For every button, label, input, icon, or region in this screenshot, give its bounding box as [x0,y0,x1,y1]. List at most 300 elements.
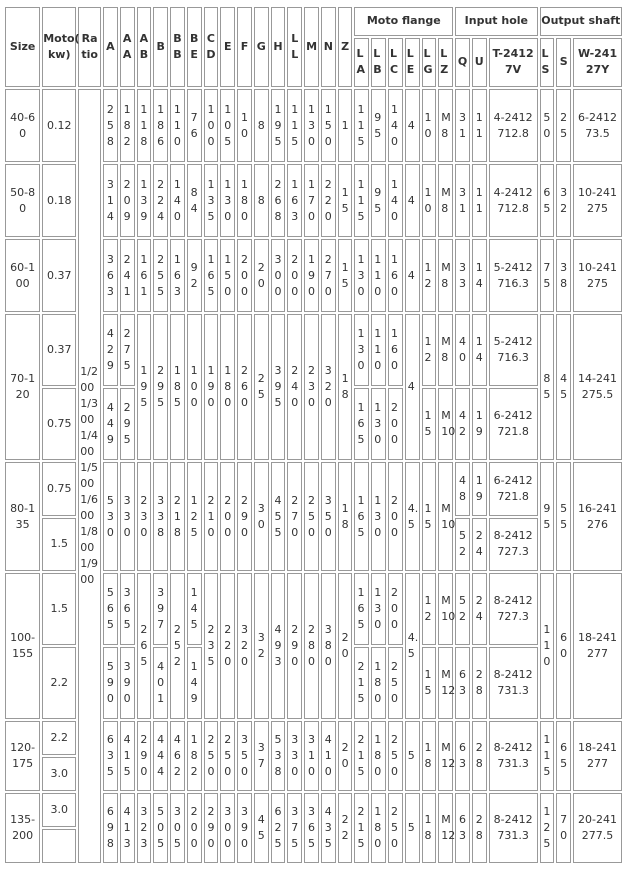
cell-A: 2 5 8 [103,89,118,162]
cell-M: 2 5 0 [304,462,319,571]
cell-N: 3 5 0 [321,462,336,571]
cell-T: 8-2412 727.3 [489,518,538,571]
cell-CD: 2 3 5 [204,573,219,719]
cell-BE: 1 8 2 [187,721,202,791]
cell-LB: 1 8 0 [371,721,386,791]
cell-AA: 1 8 2 [120,89,135,162]
cell-L: 1 1 5 [287,89,302,162]
cell-W: 18-241 277 [573,573,622,719]
cell-B: 4 0 1 [153,647,168,719]
cell-E: 1 0 5 [220,89,235,162]
header-LB: L B [371,38,386,87]
cell-E: 1 3 0 [220,164,235,237]
cell-LG: 1 2 [422,314,437,386]
cell-LB: 1 8 0 [371,793,386,863]
cell-S: 2 5 [556,89,571,162]
cell-AA: 3 6 5 [120,573,135,645]
header-LA: L A [354,38,369,87]
cell-LG: 1 5 [422,388,437,460]
cell-B: 1 8 6 [153,89,168,162]
cell-LA: 1 6 5 [354,573,369,645]
cell-B: 2 5 5 [153,239,168,312]
header-A: A [103,7,118,87]
cell-LC: 1 6 0 [388,314,403,386]
motor-cell: 2.2 [42,647,76,719]
cell-F: 2 9 0 [237,462,252,571]
cell-T: 8-2412 731.3 [489,647,538,719]
header-W: W-241 27Y [573,38,622,87]
cell-Z: 1 8 [338,462,353,571]
cell-LS: 7 5 [540,239,555,312]
size-cell: 135- 200 [5,793,40,863]
cell-H: 3 9 5 [271,314,286,460]
cell-N: 2 2 0 [321,164,336,237]
cell-U: 2 8 [472,793,487,863]
cell-B: 5 0 5 [153,793,168,863]
cell-CD: 1 9 0 [204,314,219,460]
cell-AA: 2 9 5 [120,388,135,460]
cell-N: 3 8 0 [321,573,336,719]
cell-U: 1 1 [472,89,487,162]
cell-B: 3 3 8 [153,462,168,571]
cell-LG: 1 5 [422,647,437,719]
cell-AA: 2 7 5 [120,314,135,386]
cell-BE: 8 4 [187,164,202,237]
header-F: F [237,7,252,87]
cell-H: 3 0 0 [271,239,286,312]
cell-LA: 1 3 0 [354,314,369,386]
cell-Q: 5 2 [455,518,470,571]
size-cell: 70-1 20 [5,314,40,460]
cell-U: 1 1 [472,164,487,237]
header-output-shaft: Output shaft [540,7,622,36]
cell-G: 2 5 [254,314,269,460]
ratio-cell: 1/2 00 1/3 00 1/4 00 1/5 00 1/6 00 1/8 00 1/9 00 [78,89,101,863]
motor-cell: 1.5 [42,573,76,645]
header-U: U [472,38,487,87]
cell-B: 4 4 4 [153,721,168,791]
cell-LG: 1 2 [422,239,437,312]
cell-CD: 1 3 5 [204,164,219,237]
cell-CD: 2 5 0 [204,721,219,791]
cell-AA: 2 0 9 [120,164,135,237]
header-E: E [220,7,235,87]
cell-LE: 5 [405,721,420,791]
header-size: Size [5,7,40,87]
cell-LB: 1 3 0 [371,388,386,460]
cell-T: 8-2412 731.3 [489,793,538,863]
cell-G: 3 0 [254,462,269,571]
motor-cell: 1.5 [42,518,76,571]
cell-U: 2 4 [472,518,487,571]
cell-LE: 4 [405,89,420,162]
cell-B: 2 2 4 [153,164,168,237]
header-M: M [304,7,319,87]
cell-LS: 5 0 [540,89,555,162]
motor-cell [42,829,76,863]
cell-A: 5 9 0 [103,647,118,719]
motor-cell: 0.75 [42,388,76,460]
cell-LA: 1 3 0 [354,239,369,312]
cell-LC: 2 5 0 [388,721,403,791]
cell-Z: 1 5 [338,164,353,237]
cell-T: 5-2412 716.3 [489,239,538,312]
cell-H: 4 5 5 [271,462,286,571]
cell-LZ: M 12 [438,721,453,791]
cell-LC: 1 6 0 [388,239,403,312]
size-cell: 100- 155 [5,573,40,719]
header-AA: A A [120,7,135,87]
header-L: L L [287,7,302,87]
cell-A: 6 3 5 [103,721,118,791]
cell-M: 2 3 0 [304,314,319,460]
cell-W: 6-2412 73.5 [573,89,622,162]
cell-LC: 2 0 0 [388,462,403,571]
cell-S: 6 0 [556,573,571,719]
cell-Q: 6 3 [455,647,470,719]
cell-LC: 2 5 0 [388,647,403,719]
cell-S: 6 5 [556,721,571,791]
cell-S: 3 8 [556,239,571,312]
cell-F: 2 0 0 [237,239,252,312]
cell-LA: 1 6 5 [354,462,369,571]
cell-E: 3 0 0 [220,793,235,863]
size-cell: 120- 175 [5,721,40,791]
cell-H: 5 3 8 [271,721,286,791]
cell-AB: 1 9 5 [137,314,152,460]
cell-LA: 2 1 5 [354,793,369,863]
header-motor: Moto( kw) [42,7,76,87]
cell-Q: 6 3 [455,793,470,863]
cell-M: 1 7 0 [304,164,319,237]
cell-AB: 1 3 9 [137,164,152,237]
cell-BE: 1 4 5 [187,573,202,645]
cell-M: 1 3 0 [304,89,319,162]
cell-N: 2 7 0 [321,239,336,312]
cell-LE: 4. 5 [405,462,420,571]
cell-AB: 2 9 0 [137,721,152,791]
cell-AA: 3 3 0 [120,462,135,571]
cell-A: 5 6 5 [103,573,118,645]
motor-cell: 2.2 [42,721,76,755]
cell-W: 18-241 277 [573,721,622,791]
cell-E: 2 0 0 [220,462,235,571]
cell-L: 2 4 0 [287,314,302,460]
cell-M: 3 6 5 [304,793,319,863]
cell-L: 2 7 0 [287,462,302,571]
header-row-top [5,7,622,36]
cell-LC: 2 0 0 [388,573,403,645]
table-body [5,7,622,863]
cell-LZ: M 10 [438,388,453,460]
cell-CD: 1 0 0 [204,89,219,162]
size-cell: 80-1 35 [5,462,40,571]
cell-S: 3 2 [556,164,571,237]
cell-N: 1 5 0 [321,89,336,162]
cell-Q: 4 8 [455,462,470,515]
header-Q: Q [455,38,470,87]
cell-T: 6-2412 721.8 [489,388,538,460]
cell-M: 1 9 0 [304,239,319,312]
cell-AB: 2 6 5 [137,573,152,719]
cell-LZ: M 10 [438,462,453,571]
cell-U: 2 8 [472,647,487,719]
cell-Q: 5 2 [455,573,470,645]
cell-W: 10-241 275 [573,164,622,237]
cell-LG: 1 0 [422,164,437,237]
cell-E: 1 5 0 [220,239,235,312]
cell-U: 1 9 [472,462,487,515]
cell-BE: 1 2 5 [187,462,202,571]
cell-L: 1 6 3 [287,164,302,237]
cell-AB: 3 2 3 [137,793,152,863]
motor-cell: 3.0 [42,793,76,827]
cell-U: 2 4 [472,573,487,645]
cell-B: 3 9 7 [153,573,168,645]
header-LZ: L Z [438,38,453,87]
cell-BE: 9 2 [187,239,202,312]
cell-A: 3 1 4 [103,164,118,237]
header-G: G [254,7,269,87]
header-BE: B E [187,7,202,87]
cell-LZ: M 8 [438,89,453,162]
cell-BB: 2 1 8 [170,462,185,571]
table-row [5,89,622,162]
cell-LA: 2 1 5 [354,721,369,791]
cell-G: 8 [254,164,269,237]
motor-cell: 3.0 [42,757,76,791]
header-LE: L E [405,38,420,87]
cell-LZ: M 12 [438,647,453,719]
cell-LB: 1 3 0 [371,573,386,645]
cell-LE: 4 [405,164,420,237]
cell-U: 1 9 [472,388,487,460]
cell-G: 4 5 [254,793,269,863]
cell-A: 5 3 0 [103,462,118,571]
cell-BB: 1 8 5 [170,314,185,460]
cell-F: 3 9 0 [237,793,252,863]
cell-T: 5-2412 716.3 [489,314,538,386]
cell-Q: 3 1 [455,164,470,237]
cell-E: 2 2 0 [220,573,235,719]
cell-Z: 1 [338,89,353,162]
cell-T: 8-2412 731.3 [489,721,538,791]
cell-B: 2 9 5 [153,314,168,460]
cell-W: 16-241 276 [573,462,622,571]
cell-S: 5 5 [556,462,571,571]
cell-LB: 1 3 0 [371,462,386,571]
cell-Z: 2 2 [338,793,353,863]
cell-Q: 6 3 [455,721,470,791]
cell-LZ: M 10 [438,573,453,645]
cell-LB: 1 1 0 [371,314,386,386]
header-H: H [271,7,286,87]
dimension-table [3,5,624,865]
cell-T: 4-2412 712.8 [489,89,538,162]
cell-S: 7 0 [556,793,571,863]
cell-LE: 5 [405,793,420,863]
cell-E: 2 5 0 [220,721,235,791]
header-LS: L S [540,38,555,87]
header-LG: L G [422,38,437,87]
cell-LG: 1 8 [422,721,437,791]
motor-cell: 0.12 [42,89,76,162]
header-N: N [321,7,336,87]
cell-LE: 4. 5 [405,573,420,719]
cell-BB: 1 6 3 [170,239,185,312]
cell-Z: 2 0 [338,573,353,719]
cell-E: 1 8 0 [220,314,235,460]
cell-LA: 1 1 5 [354,164,369,237]
cell-LA: 2 1 5 [354,647,369,719]
cell-N: 3 2 0 [321,314,336,460]
cell-LS: 1 2 5 [540,793,555,863]
cell-M: 3 1 0 [304,721,319,791]
size-cell: 60-1 00 [5,239,40,312]
cell-W: 10-241 275 [573,239,622,312]
cell-L: 2 0 0 [287,239,302,312]
cell-U: 1 4 [472,239,487,312]
cell-LG: 1 5 [422,462,437,571]
cell-H: 6 2 5 [271,793,286,863]
cell-BB: 1 4 0 [170,164,185,237]
cell-H: 2 6 8 [271,164,286,237]
cell-W: 20-241 277.5 [573,793,622,863]
cell-BB: 2 5 2 [170,573,185,719]
cell-LS: 9 5 [540,462,555,571]
header-moto-flange: Moto flange [354,7,453,36]
cell-BB: 3 0 5 [170,793,185,863]
header-LC: L C [388,38,403,87]
cell-Q: 3 3 [455,239,470,312]
cell-LG: 1 8 [422,793,437,863]
cell-F: 3 5 0 [237,721,252,791]
cell-N: 4 1 0 [321,721,336,791]
cell-LZ: M 8 [438,164,453,237]
cell-A: 4 2 9 [103,314,118,386]
cell-AB: 2 3 0 [137,462,152,571]
cell-LZ: M 12 [438,793,453,863]
cell-AA: 2 4 1 [120,239,135,312]
cell-N: 4 3 5 [321,793,336,863]
cell-A: 3 6 3 [103,239,118,312]
cell-G: 3 2 [254,573,269,719]
cell-F: 1 0 [237,89,252,162]
header-Z: Z [338,7,353,87]
cell-G: 2 0 [254,239,269,312]
cell-Z: 2 0 [338,721,353,791]
cell-LE: 4 [405,314,420,460]
cell-AA: 4 1 5 [120,721,135,791]
cell-Q: 3 1 [455,89,470,162]
cell-A: 6 9 8 [103,793,118,863]
motor-cell: 0.75 [42,462,76,515]
motor-cell: 0.18 [42,164,76,237]
cell-LS: 6 5 [540,164,555,237]
cell-LB: 9 5 [371,89,386,162]
motor-cell: 0.37 [42,239,76,312]
cell-CD: 1 6 5 [204,239,219,312]
cell-L: 2 9 0 [287,573,302,719]
cell-LB: 1 8 0 [371,647,386,719]
cell-G: 3 7 [254,721,269,791]
cell-S: 4 5 [556,314,571,460]
cell-Q: 4 0 [455,314,470,386]
header-BB: B B [170,7,185,87]
cell-AA: 4 1 3 [120,793,135,863]
cell-LC: 1 4 0 [388,164,403,237]
cell-BB: 1 1 0 [170,89,185,162]
cell-U: 1 4 [472,314,487,386]
cell-AA: 3 9 0 [120,647,135,719]
cell-CD: 2 9 0 [204,793,219,863]
cell-T: 8-2412 727.3 [489,573,538,645]
cell-LZ: M 8 [438,239,453,312]
cell-H: 1 9 5 [271,89,286,162]
cell-T: 4-2412 712.8 [489,164,538,237]
cell-Q: 4 2 [455,388,470,460]
cell-L: 3 3 0 [287,721,302,791]
cell-BE: 7 6 [187,89,202,162]
cell-AB: 1 6 1 [137,239,152,312]
size-cell: 40-6 0 [5,89,40,162]
cell-LB: 1 1 0 [371,239,386,312]
cell-G: 8 [254,89,269,162]
header-ratio: Ra tio [78,7,101,87]
cell-BE: 1 4 9 [187,647,202,719]
cell-LC: 1 4 0 [388,89,403,162]
cell-F: 3 2 0 [237,573,252,719]
cell-BE: 2 0 0 [187,793,202,863]
header-S: S [556,38,571,87]
cell-Z: 1 5 [338,239,353,312]
cell-LS: 8 5 [540,314,555,460]
cell-F: 2 6 0 [237,314,252,460]
cell-BE: 1 0 0 [187,314,202,460]
cell-W: 14-241 275.5 [573,314,622,460]
cell-LA: 1 6 5 [354,388,369,460]
cell-LA: 1 1 5 [354,89,369,162]
cell-LG: 1 0 [422,89,437,162]
cell-LC: 2 0 0 [388,388,403,460]
cell-F: 1 8 0 [237,164,252,237]
cell-BB: 4 6 2 [170,721,185,791]
cell-LC: 2 5 0 [388,793,403,863]
cell-H: 4 9 3 [271,573,286,719]
cell-LZ: M 8 [438,314,453,386]
cell-LS: 1 1 5 [540,721,555,791]
cell-T: 6-2412 721.8 [489,462,538,515]
cell-A: 4 4 9 [103,388,118,460]
header-input-hole: Input hole [455,7,537,36]
cell-Z: 1 8 [338,314,353,460]
cell-L: 3 7 5 [287,793,302,863]
cell-LE: 4 [405,239,420,312]
cell-U: 2 8 [472,721,487,791]
size-cell: 50-8 0 [5,164,40,237]
cell-LB: 9 5 [371,164,386,237]
header-T: T-2412 7V [489,38,538,87]
cell-CD: 2 1 0 [204,462,219,571]
header-B: B [153,7,168,87]
cell-M: 2 8 0 [304,573,319,719]
header-CD: C D [204,7,219,87]
motor-cell: 0.37 [42,314,76,386]
cell-AB: 1 1 8 [137,89,152,162]
cell-LS: 1 1 0 [540,573,555,719]
header-AB: A B [137,7,152,87]
cell-LG: 1 2 [422,573,437,645]
